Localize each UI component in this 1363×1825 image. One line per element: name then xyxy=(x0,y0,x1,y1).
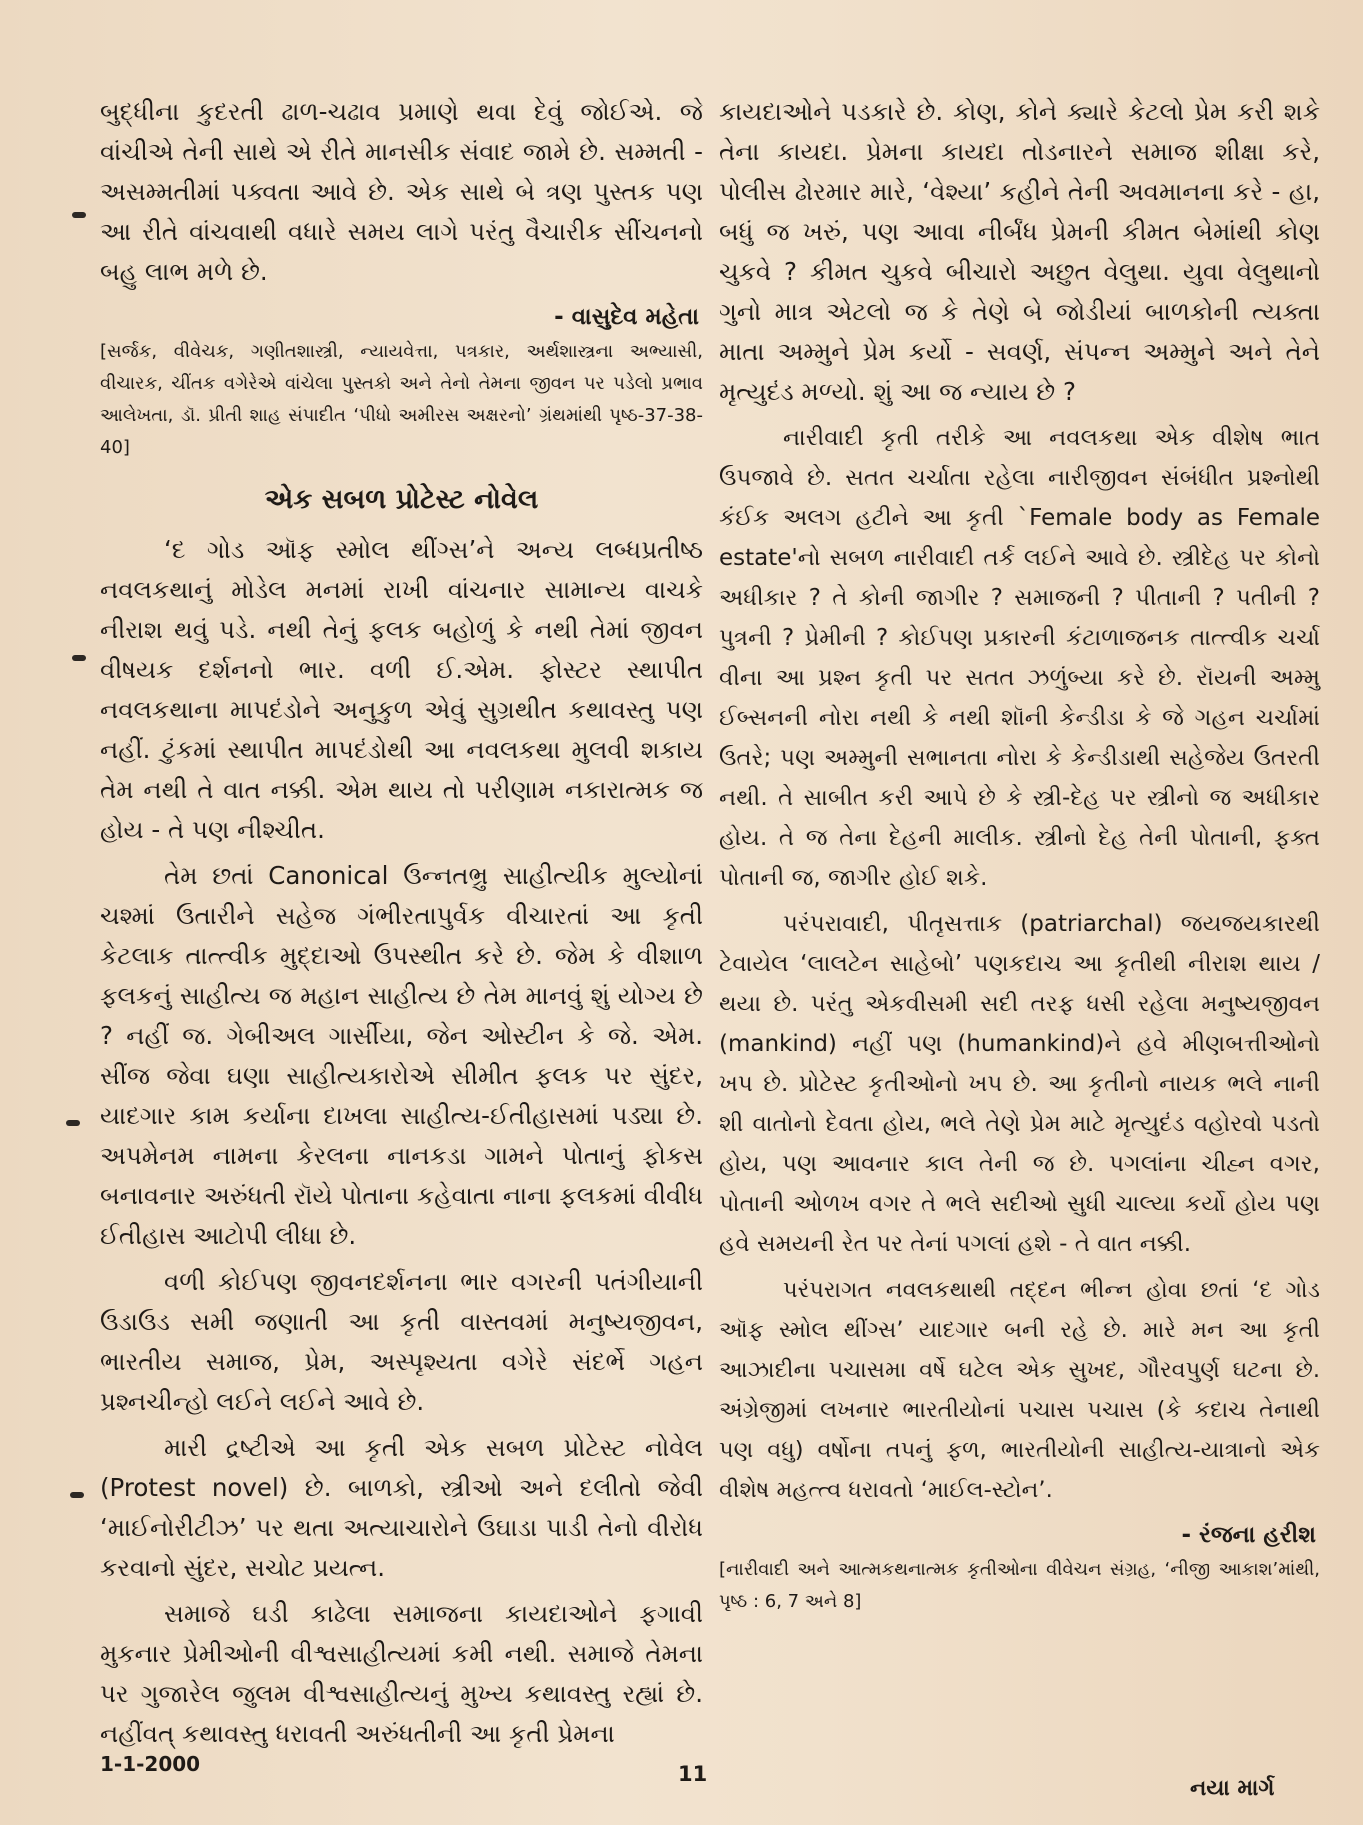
author-signature: - વાસુદેવ મહેતા xyxy=(554,304,699,330)
right-column xyxy=(719,92,1320,1618)
paragraph: પરંપરાવાદી, પીતૃસત્તાક (patriarchal) જયજયકારથી ટેવાયેલ ‘લાલટેન સાહેબો’ પણકદાચ આ કૃતીથી નીરાશ થાય / થયા છે. પરંતુ એકવીસમી સદી તરફ ધસી રહેલા મનુષ્યજીવન (mankind) નહીં પણ (humankind)ને હવે મીણબત્તીઓનો ખપ છે. પ્રોટેસ્ટ કૃતીઓનો ખપ છે. આ કૃતીનો નાયક ભલે નાની શી વાતોનો દેવતા હોય, ભલે તેણે પ્રેમ માટે મૃત્યુદંડ વહોરવો પડતો હોય, પણ આવનાર કાલ તેની જ છે. પગલાંના ચીહ્ન વગર, પોતાની ઓળખ વગર તે ભલે સદીઓ સુધી ચાલ્યા કર્યો હોય પણ હવે સમયની રેત પર તેનાં પગલાં હશે - તે વાત નક્કી. xyxy=(719,911,1320,1257)
margin-mark xyxy=(72,212,86,218)
left-column xyxy=(100,92,703,1760)
margin-mark xyxy=(70,1492,84,1498)
paragraph: નારીવાદી કૃતી તરીકે આ નવલકથા એક વીશેષ ભાત ઉપજાવે છે. સતત ચર્ચાતા રહેલા નારીજીવન સંબંધીત પ્રશ્નોથી કંઈક અલગ હટીને આ કૃતી `Female body as Female estate'નો સબળ નારીવાદી તર્ક લઈને આવે છે. સ્ત્રીદેહ પર કોનો અધીકાર ? તે કોની જાગીર ? સમાજની ? પીતાની ? પતીની ? પુત્રની ? પ્રેમીની ? કોઈપણ પ્રકારની કંટાળાજનક તાત્ત્વીક ચર્ચા વીના આ પ્રશ્ન કૃતી પર સતત ઝળુંબ્યા કરે છે. રૉયની અમ્મુ ઈબ્સનની નોરા નથી કે નથી શૉની કેન્ડીડા કે જે ગહન ચર્ચામાં ઉતરે; પણ અમ્મુની સભાનતા નોરા કે કેન્ડીડાથી સહેજેય ઉતરતી નથી. તે સાબીત કરી આપે છે કે સ્ત્રી-દેહ પર સ્ત્રીનો જ અધીકાર હોય. તે જ તેના દેહની માલીક. સ્ત્રીનો દેહ તેની પોતાની, ફક્ત પોતાની જ, જાગીર હોઈ શકે. xyxy=(719,425,1320,891)
margin-mark xyxy=(66,1120,80,1126)
paragraph: ‘દ ગોડ ઑફ સ્મોલ થીંગ્સ’ને અન્ય લબ્ધપ્રતીષ્ઠ નવલકથાનું મોડેલ મનમાં રાખી વાંચનાર સામાન્ય વાચકે નીરાશ થવું પડે. નથી તેનું ફલક બહોળું કે નથી તેમાં જીવન વીષયક દર્શનનો ભાર. વળી ઈ.એમ. ફોસ્ટર સ્થાપીત નવલકથાના માપદંડોને અનુકુળ એવું સુગ્રથીત કથાવસ્તુ પણ નહીં. ટુંકમાં સ્થાપીત માપદંડોથી આ નવલકથા મુલવી શકાય તેમ નથી તે વાત નક્કી. એમ થાય તો પરીણામ નકારાત્મક જ હોય - તે પણ નીશ્ચીત. xyxy=(100,535,703,844)
margin-mark xyxy=(72,655,86,661)
paragraph: બુદ્ધીના કુદરતી ઢાળ-ચઢાવ પ્રમાણે થવા દેવું જોઈએ. જે વાંચીએ તેની સાથે એ રીતે માનસીક સંવાદ જામે છે. સમ્મતી - અસમ્મતીમાં પક્વતા આવે છે. એક સાથે બે ત્રણ પુસ્તક પણ આ રીતે વાંચવાથી વધારે સમય લાગે પરંતુ વૈચારીક સીંચનનો બહુ લાભ મળે છે. xyxy=(100,97,703,286)
issue-date: 1-1-2000 xyxy=(100,1752,201,1776)
paragraph: સમાજે ઘડી કાઢેલા સમાજના કાયદાઓને ફગાવી મુકનાર પ્રેમીઓની વીશ્વસાહીત્યમાં કમી નથી. સમાજે તેમના પર ગુજારેલ જુલમ વીશ્વસાહીત્યનું મુખ્ય કથાવસ્તુ રહ્યાં છે. નહીંવત્ કથાવસ્તુ ધરાવતી અરુંધતીની આ કૃતી પ્રેમના xyxy=(100,1599,703,1748)
paragraph: પરંપરાગત નવલકથાથી તદ્દન ભીન્ન હોવા છતાં ‘દ ગોડ ઑફ સ્મોલ થીંગ્સ’ યાદગાર બની રહે છે. મારે મન આ કૃતી આઝાદીના પચાસમા વર્ષે ઘટેલ એક સુખદ, ગૌરવપુર્ણ ઘટના છે. અંગ્રેજીમાં લખનાર ભારતીયોનાં પચાસ પચાસ (કે કદાચ તેનાથી પણ વધુ) વર્ષોના તપનું ફળ, ભારતીયોની સાહીત્ય-યાત્રાનો એક વીશેષ મહત્ત્વ ધરાવતો ‘માઈલ-સ્ટોન’. xyxy=(719,1277,1320,1503)
source-note: [નારીવાદી અને આત્મકથનાત્મક કૃતીઓના વીવેચન સંગ્રહ, ‘નીજી આકાશ’માંથી, પૃષ્ઠ : 6, 7 અને 8] xyxy=(719,1559,1320,1612)
paragraph: મારી દ્રષ્ટીએ આ કૃતી એક સબળ પ્રોટેસ્ટ નોવેલ (Protest novel) છે. બાળકો, સ્ત્રીઓ અને દલીતો જેવી ‘માઈનોરીટીઝ’ પર થતા અત્યાચારોને ઉઘાડા પાડી તેનો વીરોધ કરવાનો સુંદર, સચોટ પ્રયત્ન. xyxy=(100,1433,703,1582)
source-note: [સર્જક, વીવેચક, ગણીતશાસ્ત્રી, ન્યાયવેત્તા, પત્રકાર, અર્થશાસ્ત્રના અભ્યાસી, વીચારક, ચીંતક વગેરેએ વાંચેલા પુસ્તકો અને તેનો તેમના જીવન પર પડેલો પ્રભાવ આલેખતા, ડૉ. પ્રીતી શાહ સંપાદીત ‘પીધો અમીરસ અક્ષરનો’ ગ્રંથમાંથી પૃષ્ઠ-37-38-40] xyxy=(100,341,703,458)
paragraph: વળી કોઈપણ જીવનદર્શનના ભાર વગરની પતંગીયાની ઉડાઉડ સમી જણાતી આ કૃતી વાસ્તવમાં મનુષ્યજીવન, ભારતીય સમાજ, પ્રેમ, અસ્પૃશ્યતા વગેરે સંદર્ભે ગહન પ્રશ્નચીન્હો લઈને લઈને આવે છે. xyxy=(100,1267,703,1416)
author-signature: - રંજના હરીશ xyxy=(1181,1522,1316,1548)
paragraph: તેમ છતાં Canonical ઉન્નતભ્રુ સાહીત્યીક મુલ્યોનાં ચશ્માં ઉતારીને સહેજ ગંભીરતાપુર્વક વીચારતાં આ કૃતી કેટલાક તાત્ત્વીક મુદ્દાઓ ઉપસ્થીત કરે છે. જેમ કે વીશાળ ફલકનું સાહીત્ય જ મહાન સાહીત્ય છે તેમ માનવું શું યોગ્ય છે ? નહીં જ. ગેબીઅલ ગાર્સીયા, જેન ઓસ્ટીન કે જે. એમ. સીંજ જેવા ઘણા સાહીત્યકારોએ સીમીત ફલક પર સુંદર, યાદગાર કામ કર્યાના દાખલા સાહીત્ય-ઈતીહાસમાં પડ્યા છે. અપમેનમ નામના કેરલના નાનકડા ગામને પોતાનું ફોકસ બનાવનાર અરુંધતી રૉયે પોતાના કહેવાતા નાના ફલકમાં વીવીધ ઈતીહાસ આટોપી લીધા છે. xyxy=(100,861,703,1250)
paragraph: કાયદાઓને પડકારે છે. કોણ, કોને ક્યારે કેટલો પ્રેમ કરી શકે તેના કાયદા. પ્રેમના કાયદા તોડનારને સમાજ શીક્ષા કરે, પોલીસ ઢોરમાર મારે, ‘વેશ્યા’ કહીને તેની અવમાનના કરે - હા, બધું જ ખરું, પણ આવા નીર્બંધ પ્રેમની કીમત બેમાંથી કોણ ચુકવે ? કીમત ચુકવે બીચારો અછુત વેલુથા. યુવા વેલુથાનો ગુનો માત્ર એટલો જ કે તેણે બે જોડીયાં બાળકોની ત્યક્તા માતા અમ્મુને પ્રેમ કર્યો - સવર્ણ, સંપન્ન અમ્મુને અને તેને મૃત્યુદંડ મળ્યો. શું આ જ ન્યાય છે ? xyxy=(719,97,1320,406)
page-number: 11 xyxy=(678,1762,708,1786)
magazine-name: નયા માર્ગ xyxy=(1190,1776,1275,1801)
article-heading: એક સબળ પ્રોટેસ્ટ નોવેલ xyxy=(264,484,539,515)
